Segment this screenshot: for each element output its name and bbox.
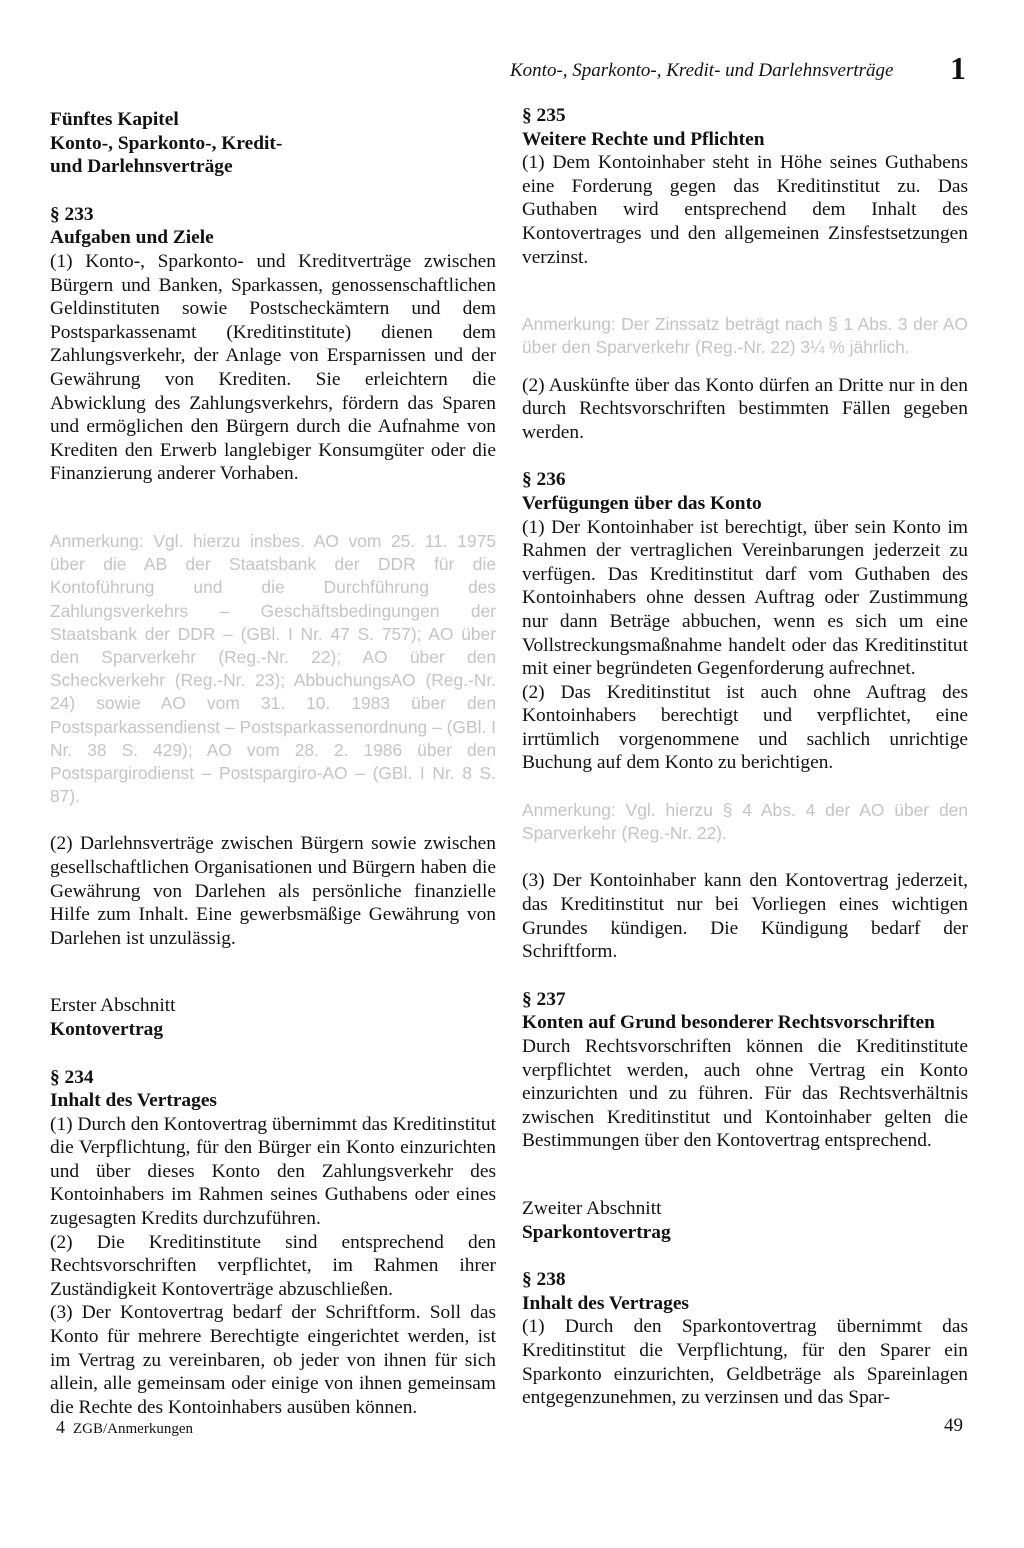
footer-signature [56, 1417, 193, 1438]
section-235-paragraph-1: (1) Dem Kontoinhaber steht in Höhe seines Guthabens eine Forderung gegen das Kreditinstitut zu. Das Guthaben wird entsprechend dem Inhalt des Kontovertrages und den allgemeinen Zinsfestsetzungen verzinst. [522, 152, 968, 268]
page-number: 49 [944, 1415, 963, 1436]
subsection-title: Sparkontovertrag [522, 1221, 671, 1243]
section-235-note: Anmerkung: Der Zinssatz beträgt nach § 1 Abs. 3 der AO über den Sparverkehr (Reg.-Nr. 22) 3¼ % jährlich. [522, 314, 968, 358]
section-236-note: Anmerkung: Vgl. hierzu § 4 Abs. 4 der AO über den Sparverkehr (Reg.-Nr. 22). [522, 800, 968, 844]
running-head: Konto-, Sparkonto-, Kredit- und Darlehnsverträge [510, 60, 894, 81]
chapter-title-line-2: und Darlehnsverträge [50, 156, 233, 178]
section-236-paragraph-1: (1) Der Kontoinhaber ist berechtigt, über sein Konto im Rahmen der vertraglichen Vereinbarungen jederzeit zu verfügen. Das Kreditinstitut darf vom Guthaben des Kontoinhabers ohne dessen Auftrag oder Zustimmung nur dann Beträge abbuchen, wenn es sich um eine Vollstreckungsmaßnahme handelt oder das Kreditinstitut mit einer begründeten Gegenforderung aufrechnet. [522, 516, 968, 680]
section-234-paragraph-2: (2) Die Kreditinstitute sind entsprechend den Rechtsvorschriften verpflichtet, im Rahmen ihrer Zuständigkeit Kontoverträge abzuschließen. [50, 1231, 496, 1300]
section-238-title: Inhalt des Vertrages [522, 1292, 689, 1314]
section-235-title: Weitere Rechte und Pflichten [522, 128, 765, 150]
sheet-number: 4 [56, 1417, 65, 1437]
section-234-paragraph-1: (1) Durch den Kontovertrag übernimmt das Kreditinstitut die Verpflichtung, für den Bürger ein Konto einzurichten und über dieses Konto den Zahlungsverkehr des Kontoinhabers im Rahmen seines Guthabens oder eines zugesagten Kredits durchzuführen. [50, 1113, 496, 1230]
section-234-title: Inhalt des Vertrages [50, 1090, 217, 1112]
section-233-paragraph-1: (1) Konto-, Sparkonto- und Kreditverträge zwischen Bürgern und Banken, Sparkassen, genossenschaftlichen Geldinstituten sowie Postscheckämtern und dem Postsparkassenamt (Kreditinstitute) dienen dem Zahlungsverkehr, der Anlage von Ersparnissen und der Gewährung von Krediten. Sie erleichtern die Abwicklung des Zahlungsverkehrs, fördern das Sparen und ermöglichen den Bürgern durch die Aufnahme von Krediten den Erwerb langlebiger Konsumgüter oder die Finanzierung anderer Vorhaben. [50, 250, 496, 485]
section-233-paragraph-2: (2) Darlehnsverträge zwischen Bürgern sowie zwischen gesellschaftlichen Organisationen und Bürgern haben die Gewährung von Darlehen als persönliche finanzielle Hilfe zum Inhalt. Eine gewerbsmäßige Gewährung von Darlehen ist unzulässig. [50, 833, 496, 949]
section-235-number: § 235 [522, 105, 566, 126]
section-235-paragraph-2: (2) Auskünfte über das Konto dürfen an Dritte nur in den durch Rechtsvorschriften bestimmten Fällen gegeben werden. [522, 374, 968, 443]
section-233-note: Anmerkung: Vgl. hierzu insbes. AO vom 25. 11. 1975 über die AB der Staatsbank der DDR für die Kontoführung und die Durchführung des Zahlungsverkehrs – Geschäftsbedingungen der Staatsbank der DDR – (GBl. I Nr. 47 S. 757); AO über den Sparverkehr (Reg.-Nr. 22); AO über den Scheckverkehr (Reg.-Nr. 23); AbbuchungsAO (Reg.-Nr. 24) sowie AO vom 31. 10. 1983 über den Postsparkassendienst – Postsparkassenordnung – (GBl. I Nr. 38 S. 429); AO vom 28. 2. 1986 über den Postspargirodienst – Postspargiro-AO – (GBl. I Nr. 8 S. 87). [50, 530, 496, 807]
section-237-paragraph-1: Durch Rechtsvorschriften können die Kreditinstitute verpflichtet werden, auch ohne Vertrag ein Konto einzurichten und zu führen. Für das Rechtsverhältnis zwischen Kreditinstitut und Kontoinhaber gelten die Bestimmungen über den Kontovertrag entsprechend. [522, 1036, 968, 1152]
section-233-number: § 233 [50, 203, 94, 225]
section-233-title: Aufgaben und Ziele [50, 227, 214, 249]
section-234-paragraph-3: (3) Der Kontovertrag bedarf der Schriftform. Soll das Konto für mehrere Berechtigte eingerichtet werden, ist im Vertrag zu vereinbaren, ob jeder von ihnen für sich allein, alle gemeinsam oder einige von ihnen gemeinsam die Rechte des Kontoinhabers ausüben können. [50, 1302, 496, 1418]
section-236-paragraph-2: (2) Das Kreditinstitut ist auch ohne Auftrag des Kontoinhabers berechtigt und verpflichtet, eine irrtümlich vorgenommene und sachlich unrichtige Buchung auf dem Konto zu berichtigen. [522, 681, 968, 774]
right-column [522, 104, 968, 1410]
section-234-number: § 234 [50, 1066, 94, 1088]
left-column [50, 108, 496, 1419]
chapter-number: 1 [950, 50, 966, 86]
section-236-paragraph-3: (3) Der Kontoinhaber kann den Kontovertrag jederzeit, das Kreditinstitut nur bei Vorliegen eines wichtigen Grundes kündigen. Die Kündigung bedarf der Schriftform. [522, 870, 968, 963]
subsection-label: Zweiter Abschnitt [522, 1198, 662, 1219]
section-237-title: Konten auf Grund besonderer Rechtsvorschriften [522, 1012, 935, 1034]
section-238-number: § 238 [522, 1269, 566, 1291]
section-236-number: § 236 [522, 469, 566, 491]
section-237-number: § 237 [522, 988, 566, 1010]
chapter-label: Fünftes Kapitel [50, 109, 179, 130]
section-236-title: Verfügungen über das Konto [522, 492, 762, 514]
subsection-title: Kontovertrag [50, 1018, 164, 1040]
subsection-label: Erster Abschnitt [50, 995, 176, 1017]
sheet-label: ZGB/Anmerkungen [73, 1421, 193, 1437]
section-238-paragraph-1: (1) Durch den Sparkontovertrag übernimmt das Kreditinstitut die Verpflichtung, für den Sparer ein Sparkonto einzurichten, Geldbeträge als Spareinlagen entgegenzunehmen, zu verzinsen und das Spar- [522, 1316, 968, 1409]
chapter-title-line-1: Konto-, Sparkonto-, Kredit- [50, 132, 283, 154]
